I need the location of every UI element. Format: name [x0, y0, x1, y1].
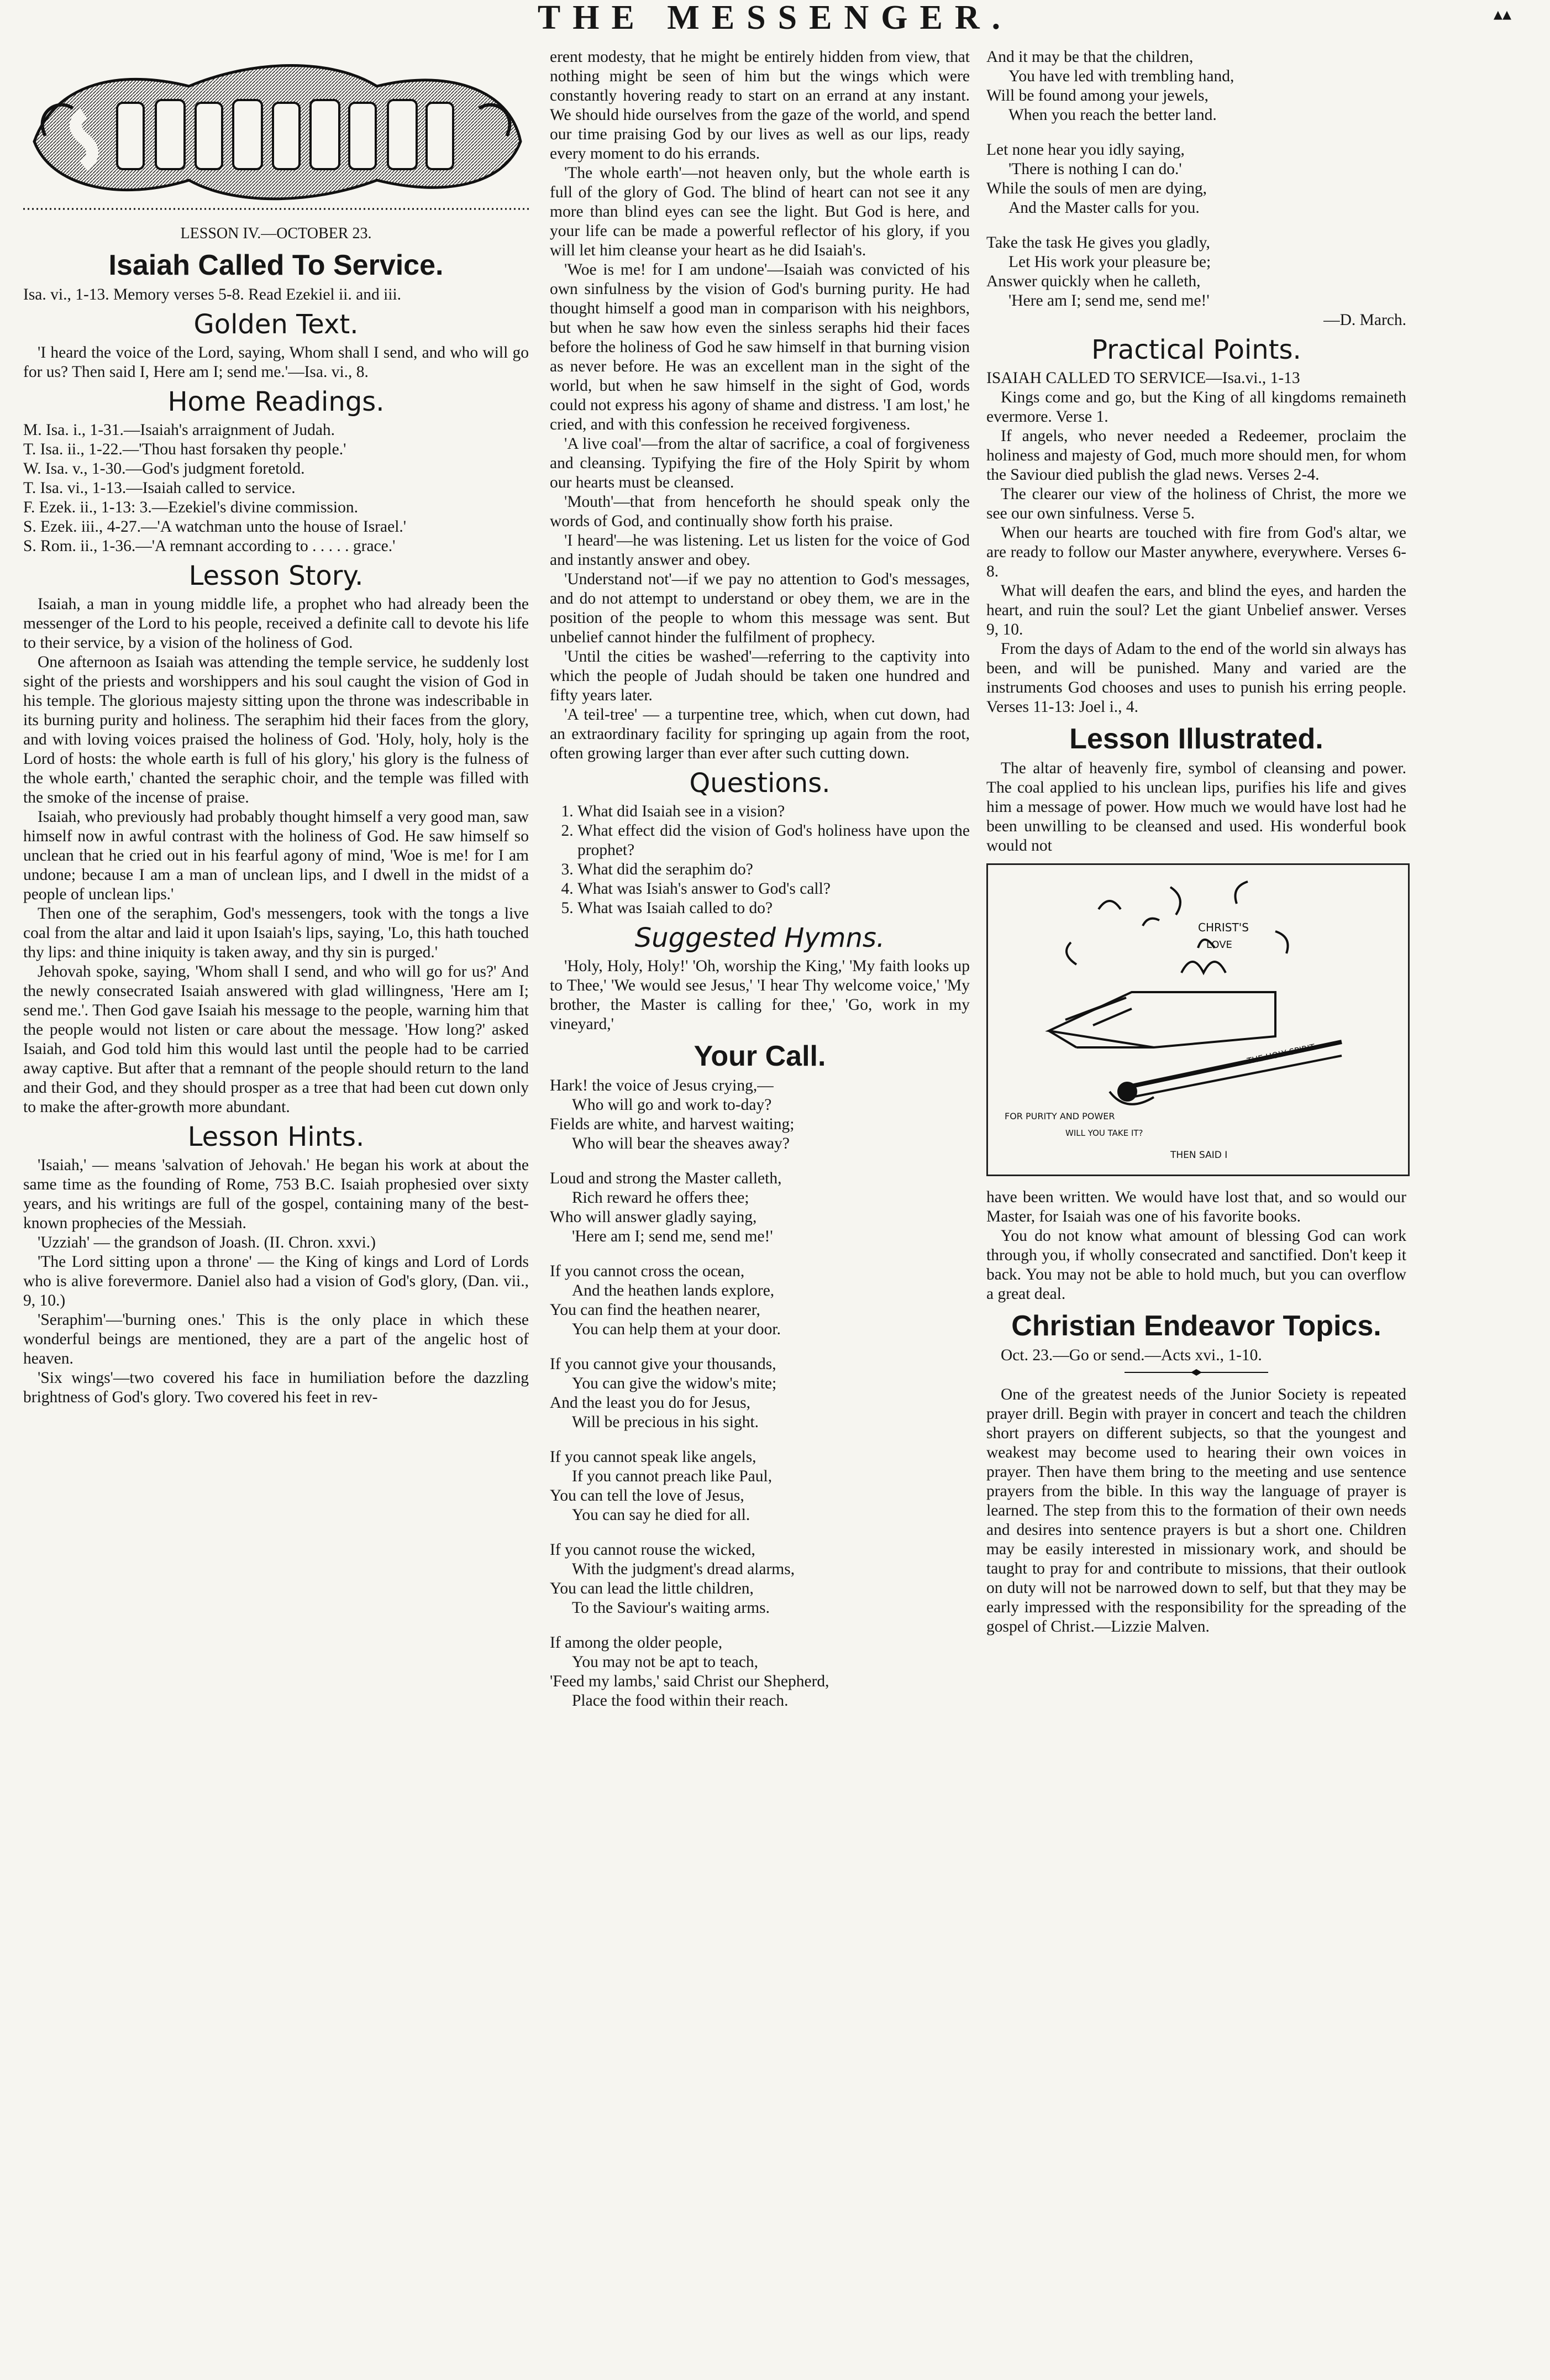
poem-line: 'Here am I; send me, send me!' — [1008, 292, 1210, 310]
poem-line: 'Feed my lambs,' said Christ our Shepherd, — [550, 1673, 829, 1690]
home-readings-heading: Home Readings. — [167, 386, 385, 417]
question-item: 2. What effect did the vision of God's holiness have upon the prophet? — [577, 821, 970, 860]
poem-line: And it may be that the children, — [986, 48, 1194, 66]
poem-stanza — [550, 1448, 970, 1525]
lesson-story-paragraph: Jehovah spoke, saying, 'Whom shall I send, and who will go for us?' And the newly consecrated Isaiah answered with glad willingness, 'Here am I; send me.'. Then God gave Isaiah his message to the people, warning him that the people would not listen or care about the message. 'How long?' asked Isaiah, and God told him this would last until the people had to be carried away captive. But after that a remnant of the people should return to the land and their God, and they should prosper as a tree that had been cut down only to make the after-growth more abundant. — [23, 963, 529, 1116]
home-reading-item: W. Isa. v., 1-30.—God's judgment foretold. — [23, 460, 305, 478]
practical-point: From the days of Adam to the end of the world sin always has been, and will be punished. Many and varied are the instruments God chooses and uses to punish his erring people. Verses 11-13: Joel i., 4. — [986, 640, 1406, 716]
christian-endeavor-topic: Oct. 23.—Go or send.—Acts xvi., 1-10. — [1001, 1346, 1262, 1364]
lesson-hint-paragraph: 'The Lord sitting upon a throne' — the King of kings and Lord of Lords who is alive forevermore. Daniel also had a vision of God's glory, (Dan. vii., 9, 10.) — [23, 1253, 529, 1309]
hints-continued-paragraph: 'Until the cities be washed'—referring to the captivity into which the people of Judah should be taken one hundred and fifty years later. — [550, 648, 970, 704]
question-item: 4. What was Isiah's answer to God's call? — [577, 879, 970, 899]
practical-point: What will deafen the ears, and blind the eyes, and harden the heart, and ruin the soul? Let the giant Unbelief answer. Verses 9, 10. — [986, 582, 1406, 638]
poem-line: You can tell the love of Jesus, — [550, 1487, 744, 1504]
sketch-label-christs: CHRIST'S — [1198, 921, 1249, 934]
practical-point: Kings come and go, but the King of all kingdoms remaineth evermore. Verse 1. — [986, 389, 1406, 426]
your-call-poem — [550, 1076, 970, 1711]
poem-stanza — [550, 1262, 970, 1339]
hints-continued-paragraph: 'A live coal'—from the altar of sacrifice, a coal of forgiveness and cleansing. Typifying the fire of the Holy Spirit by whom our hearts must be cleansed. — [550, 435, 970, 491]
lesson-hint-paragraph: 'Seraphim'—'burning ones.' This is the only place in which these wonderful beings are mentioned, they are a part of the angelic host of heaven. — [23, 1311, 529, 1367]
poem-line: Who will go and work to-day? — [572, 1096, 772, 1114]
hints-continued-paragraph: 'Mouth'—that from henceforth he should speak only the words of God, and continually show forth his praise. — [550, 493, 970, 530]
lesson-reference: Isa. vi., 1-13. Memory verses 5-8. Read Ezekiel ii. and iii. — [23, 286, 402, 303]
practical-point: The clearer our view of the holiness of Christ, the more we see our own sinfulness. Verse 5. — [986, 485, 1406, 522]
sketch-caption-will-you: WILL YOU TAKE IT? — [1065, 1128, 1143, 1138]
poem-line: You can find the heathen nearer, — [550, 1301, 760, 1319]
lesson-story-heading: Lesson Story. — [188, 560, 364, 591]
poem-line: Who will bear the sheaves away? — [572, 1135, 790, 1152]
practical-points-subtitle: ISAIAH CALLED TO SERVICE—Isa.vi., 1-13 — [986, 369, 1300, 387]
home-reading-item: T. Isa. vi., 1-13.—Isaiah called to service. — [23, 479, 296, 497]
poem-line: If among the older people, — [550, 1634, 723, 1652]
home-reading-item: T. Isa. ii., 1-22.—'Thou hast forsaken thy people.' — [23, 441, 346, 458]
hints-continued-paragraph: 'I heard'—he was listening. Let us listen for the voice of God and instantly answer and obey. — [550, 532, 970, 569]
question-item: 1. What did Isaiah see in a vision? — [577, 802, 970, 821]
sketch-caption-purity: FOR PURITY AND POWER — [1005, 1111, 1115, 1121]
your-call-heading: Your Call. — [693, 1040, 826, 1072]
poem-stanza — [550, 1633, 970, 1711]
poem-line: And the least you do for Jesus, — [550, 1394, 750, 1412]
poem-stanza — [550, 1355, 970, 1432]
poem-line: You can give the widow's mite; — [572, 1375, 777, 1392]
poem-line: To the Saviour's waiting arms. — [572, 1599, 770, 1617]
lesson-hint-paragraph: 'Isaiah,' — means 'salvation of Jehovah.' He began his work at about the same time as the founding of Rome, 753 B.C. Isaiah prophesied over sixty years, and his writings are full of the gospel, containing many of the best-known prophecies of the Messiah. — [23, 1156, 529, 1232]
home-readings-list — [23, 421, 529, 556]
home-reading-item: S. Rom. ii., 1-36.—'A remnant according to . . . . . grace.' — [23, 537, 396, 555]
question-item: 5. What was Isaiah called to do? — [577, 899, 970, 918]
poem-line: 'There is nothing I can do.' — [1008, 160, 1182, 178]
christian-endeavor-text: One of the greatest needs of the Junior Society is repeated prayer drill. Begin with prayer in concert and teach the children short prayers on different subjects, so that the youngest and weakest may become used to hearing their own voices in prayer. Then have them bring to the meeting and use sentence prayers from the bible. In this way the language of prayer is learned. The step from this to the formation of their own needs and desires into sentence prayers is but a short one. Children may be easily interested in missionary work, and should be taught to pray for and contribute to missions, that their outlook on duty will not be narrowed down to self, but that they may be early impressed with the responsibility for the spreading of the gospel of Christ.—Lizzie Malven. — [986, 1386, 1406, 1635]
home-reading-item: M. Isa. i., 1-31.—Isaiah's arraignment of Judah. — [23, 421, 335, 439]
column-2 — [550, 48, 970, 1726]
poem-line: And the heathen lands explore, — [572, 1282, 775, 1299]
poem-signature: —D. March. — [1323, 311, 1406, 329]
question-item: 3. What did the seraphim do? — [577, 860, 970, 879]
column-1 — [23, 48, 529, 1407]
poem-line: If you cannot rouse the wicked, — [550, 1541, 755, 1559]
hints-continued-paragraph: 'A teil-tree' — a turpentine tree, which, when cut down, had an extraordinary facility for springing up again from the root, often growing larger than ever after such cutting down. — [550, 706, 970, 762]
lesson-number: LESSON IV.—OCTOBER 23. — [180, 225, 372, 242]
poem-line: Answer quickly when he calleth, — [986, 272, 1201, 290]
poem-stanza — [986, 48, 1406, 125]
lesson-illustrated-heading: Lesson Illustrated. — [1069, 723, 1323, 755]
sketch-label-holy-spirit: THE HOLY SPIRIT — [1246, 1042, 1316, 1066]
sketch-label-love: LOVE — [1206, 939, 1232, 951]
suggested-hymns-text: 'Holy, Holy, Holy!' 'Oh, worship the King,' 'My faith looks up to Thee,' 'We would see Jesus,' 'I hear Thy welcome voice,' 'My brother, the Master is calling for thee,' 'Go, work in my vineyard,' — [550, 957, 970, 1033]
lesson-illustrated-continued: have been written. We would have lost that, and so would our Master, for Isaiah was one of his favorite books. — [986, 1188, 1406, 1225]
poem-line: You can lead the little children, — [550, 1580, 754, 1597]
poem-stanza — [986, 233, 1406, 311]
altar-illustration — [986, 863, 1410, 1176]
christian-endeavor-heading: Christian Endeavor Topics. — [1011, 1310, 1381, 1342]
poem-line: You can say he died for all. — [572, 1506, 750, 1524]
hints-continued-paragraph: erent modesty, that he might be entirely hidden from view, that nothing might be seen of him but the wings which were constantly hovering ready to start on an errand at any instant. We should hide ourselves from the gaze of the world, and spend our time praising God by our lives as well as our lips, ready every moment to do his errands. — [550, 48, 970, 162]
poem-line: Let His work your pleasure be; — [1008, 253, 1211, 271]
practical-points-heading: Practical Points. — [1091, 334, 1301, 365]
masthead-title: THE MESSENGER. — [537, 0, 1013, 36]
poem-line: If you cannot give your thousands, — [550, 1355, 776, 1373]
poem-line: And the Master calls for you. — [1008, 199, 1200, 217]
poem-stanza — [550, 1540, 970, 1618]
golden-text: 'I heard the voice of the Lord, saying, Whom shall I send, and who will go for us? Then said I, Here am I; send me.'—Isa. vi., 8. — [23, 344, 529, 381]
poem-line: Rich reward he offers thee; — [572, 1189, 749, 1207]
poem-line: Let none hear you idly saying, — [986, 141, 1185, 159]
lesson-title: Isaiah Called To Service. — [108, 249, 444, 281]
suggested-hymns-heading: Suggested Hymns. — [634, 922, 885, 953]
practical-point: When our hearts are touched with fire from God's altar, we are ready to follow our Master anywhere, everywhere. Verses 6-8. — [986, 524, 1406, 580]
poem-line: You can help them at your door. — [572, 1320, 781, 1338]
questions-list — [550, 802, 970, 918]
poem-line: You have led with trembling hand, — [1008, 67, 1234, 85]
masthead — [0, 0, 1550, 35]
poem-line: If you cannot cross the ocean, — [550, 1262, 745, 1280]
lesson-illustrated-continued: You do not know what amount of blessing God can work through you, if wholly consecrated and sanctified. Don't keep it back. You may not be able to hold much, but you can overflow a great deal. — [986, 1227, 1406, 1303]
poem-line: If you cannot speak like angels, — [550, 1448, 756, 1466]
poem-line: Who will answer gladly saying, — [550, 1208, 757, 1226]
poem-stanza — [986, 140, 1406, 218]
practical-point: If angels, who never needed a Redeemer, proclaim the holiness and majesty of God, much more should men, for whom the Saviour died publish the glad news. Verses 2-4. — [986, 427, 1406, 484]
poem-line: Place the food within their reach. — [572, 1692, 789, 1710]
poem-line: 'Here am I; send me, send me!' — [572, 1228, 773, 1245]
poem-line: When you reach the better land. — [1008, 106, 1217, 124]
masthead-marks: ▴▴ — [1493, 4, 1511, 24]
poem-line: Will be precious in his sight. — [572, 1413, 759, 1431]
hints-continued-paragraph: 'The whole earth'—not heaven only, but the whole earth is full of the glory of God. The blind of heart can not see it any more than blind eyes can see the light. But God is here, and your life can be made a powerful reflector of his glory, if you will let him cleanse your heart as he did Isaiah's. — [550, 164, 970, 259]
poem-line: You may not be apt to teach, — [572, 1653, 759, 1671]
home-reading-item: S. Ezek. iii., 4-27.—'A watchman unto the house of Israel.' — [23, 518, 407, 536]
golden-text-heading: Golden Text. — [193, 309, 359, 340]
poem-stanza — [550, 1076, 970, 1154]
lesson-story-paragraph: Isaiah, a man in young middle life, a prophet who had already been the messenger of the Lord to his people, received a definite call to devote his life to their service, by a vision of the holiness of God. — [23, 595, 529, 652]
section-divider — [1125, 1369, 1268, 1376]
poem-line: While the souls of men are dying, — [986, 180, 1207, 197]
home-reading-item: F. Ezek. ii., 1-13: 3.—Ezekiel's divine commission. — [23, 499, 358, 516]
lesson-hints-heading: Lesson Hints. — [187, 1121, 365, 1152]
lesson-hint-paragraph: 'Six wings'—two covered his face in humiliation before the dazzling brightness of God's glory. Two covered his feet in rev- — [23, 1369, 529, 1406]
poem-stanza — [550, 1169, 970, 1246]
hints-continued-paragraph: 'Understand not'—if we pay no attention to God's messages, and do not attempt to understand or obey them, we are in the position of the people to whom this message was sent. But unbelief cannot hinder the fulfilment of prophecy. — [550, 570, 970, 646]
sunday-school-ornament-header — [23, 48, 529, 213]
poem-line: With the judgment's dread alarms, — [572, 1560, 795, 1578]
poem-line: Take the task He gives you gladly, — [986, 234, 1210, 251]
poem-line: Hark! the voice of Jesus crying,— — [550, 1077, 774, 1094]
lesson-hint-paragraph: 'Uzziah' — the grandson of Joash. (II. Chron. xxvi.) — [38, 1234, 376, 1251]
sketch-caption-then-said: THEN SAID I — [1170, 1150, 1228, 1161]
poem-line: Will be found among your jewels, — [986, 87, 1209, 104]
poem-line: Fields are white, and harvest waiting; — [550, 1115, 795, 1133]
questions-heading: Questions. — [689, 768, 831, 799]
hints-continued-paragraph: 'Woe is me! for I am undone'—Isaiah was convicted of his own sinfulness by the vision of God's burning purity. He had thought himself a good man in comparison with his neighbors, but when he saw how even the sinless seraphs hid their faces before the holiness of God he saw himself in that burning vision as never before. He was an excellent man in the sight of the world, but when he saw himself in the sight of God, words could not express his agony of shame and distress. 'I am lost,' he cried, and with this confession he received forgiveness. — [550, 261, 970, 433]
lesson-story-paragraph: Then one of the seraphim, God's messengers, took with the tongs a live coal from the altar and laid it upon Isaiah's lips, saying, 'Lo, this hath touched thy lips: and thine iniquity is taken away, and thy sin is purged.' — [23, 905, 529, 961]
poem-line: Loud and strong the Master calleth, — [550, 1170, 782, 1187]
lesson-illustrated-text: The altar of heavenly fire, symbol of cleansing and power. The coal applied to his unclean lips, purifies his life and gives him a message of power. How much we would have lost had he been unwilling to be cleansed and used. His wonderful book would not — [986, 759, 1406, 855]
lesson-story-paragraph: One afternoon as Isaiah was attending the temple service, he suddenly lost sight of the priests and worshippers and his soul caught the vision of God in his temple. The glorious majesty sitting upon the throne was indescribable in its burning purity and holiness. The seraphim hid their faces from the glory, and with loving voices praised the holiness of God. 'Holy, holy, holy is the Lord of hosts: the whole earth is full of his glory,' his glory is the fulness of the whole earth,' chanted the seraphic choir, and the temple was filled with the smoke of the incense of praise. — [23, 653, 529, 806]
poem-line: If you cannot preach like Paul, — [572, 1467, 773, 1485]
your-call-poem-continued — [986, 48, 1406, 330]
column-3 — [986, 48, 1406, 1637]
lesson-story-paragraph: Isaiah, who previously had probably thought himself a very good man, saw himself now in awful contrast with the holiness of God. He saw himself so unclean that he cried out in his fearful agony of mind, 'Woe is me! for I am undone; because I am a man of unclean lips, and I dwell in the midst of a people of unclean lips.' — [23, 808, 529, 903]
